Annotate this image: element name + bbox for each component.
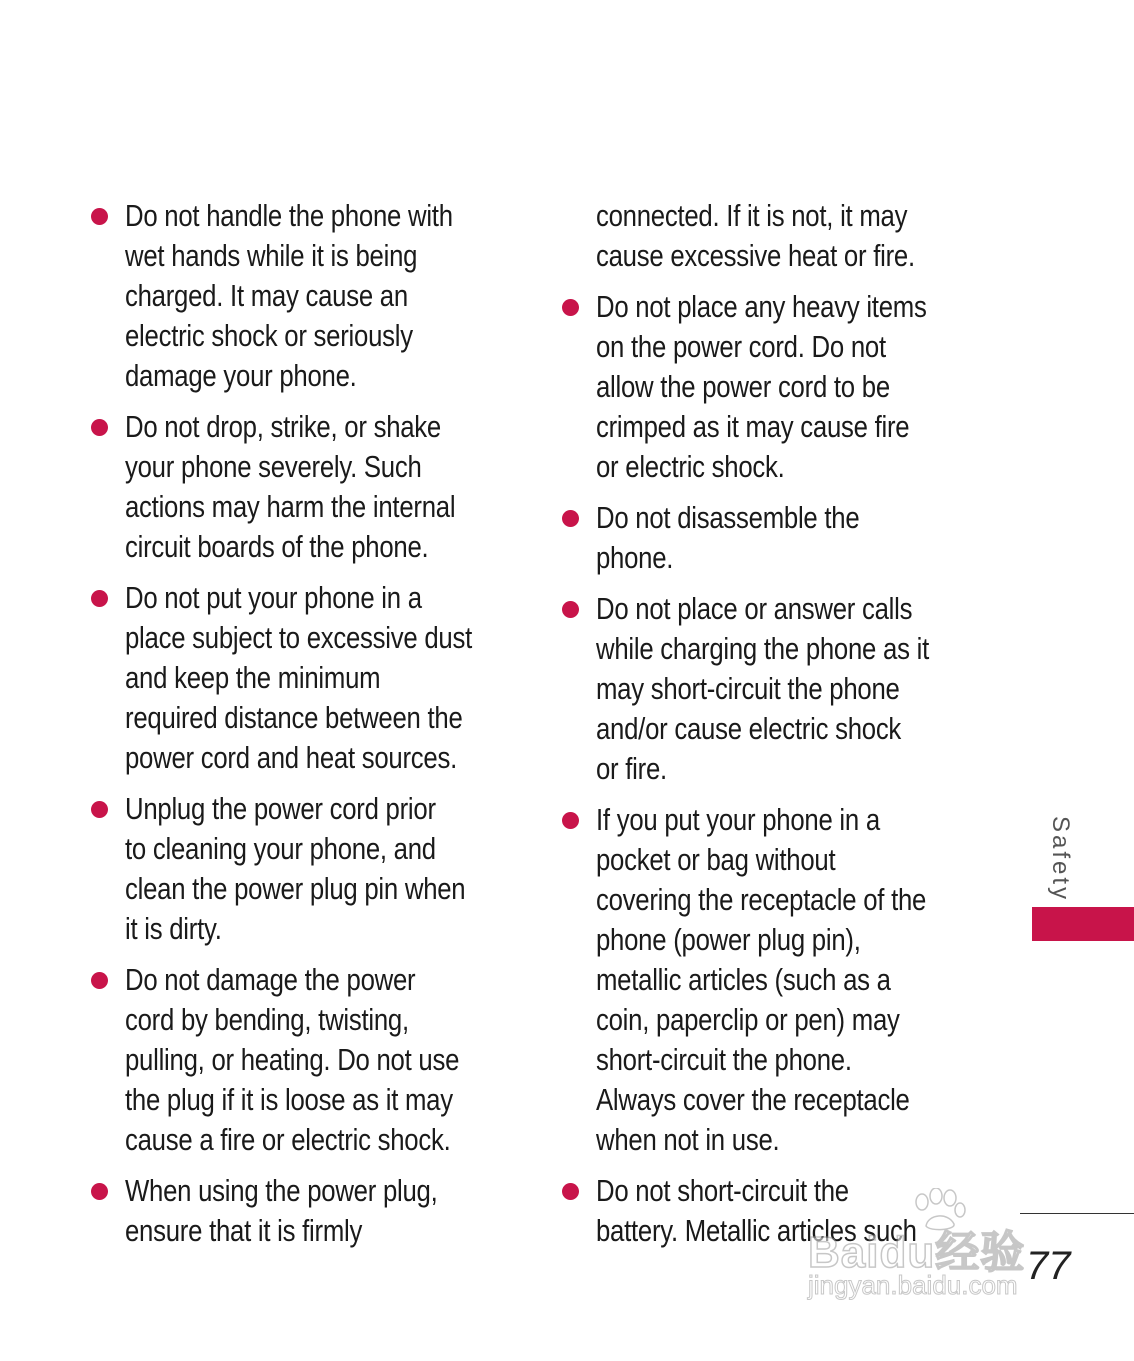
text-line: Do not place or answer calls bbox=[596, 591, 913, 626]
text-line: when not in use. bbox=[596, 1122, 780, 1157]
bullet-item bbox=[90, 196, 515, 396]
bullet-text bbox=[125, 196, 523, 396]
text-line: covering the receptacle of the bbox=[596, 882, 927, 917]
text-line: required distance between the bbox=[125, 700, 463, 735]
text-line: cause excessive heat or fire. bbox=[596, 238, 915, 273]
bullet-item bbox=[90, 407, 515, 567]
bullet-icon bbox=[562, 812, 579, 829]
text-line: cause a fire or electric shock. bbox=[125, 1122, 451, 1157]
text-line: short-circuit the phone. bbox=[596, 1042, 852, 1077]
text-line: damage your phone. bbox=[125, 358, 357, 393]
bullet-item bbox=[90, 578, 515, 778]
text-line: pulling, or heating. Do not use bbox=[125, 1042, 460, 1077]
bullet-text bbox=[596, 800, 994, 1160]
text-line: power cord and heat sources. bbox=[125, 740, 458, 775]
bullet-item bbox=[561, 287, 986, 487]
text-line: Unplug the power cord prior bbox=[125, 791, 436, 826]
text-line: Always cover the receptacle bbox=[596, 1082, 910, 1117]
bullet-item bbox=[561, 498, 986, 578]
text-line: If you put your phone in a bbox=[596, 802, 880, 837]
bullet-icon bbox=[91, 801, 108, 818]
bullet-text bbox=[125, 789, 523, 949]
bullet-item bbox=[90, 1171, 515, 1251]
bullet-item bbox=[561, 800, 986, 1160]
text-line: coin, paperclip or pen) may bbox=[596, 1002, 900, 1037]
left-column bbox=[90, 196, 515, 1262]
bullet-item bbox=[90, 960, 515, 1160]
bullet-item bbox=[90, 789, 515, 949]
text-line: clean the power plug pin when bbox=[125, 871, 466, 906]
text-line: When using the power plug, bbox=[125, 1173, 438, 1208]
text-line: to cleaning your phone, and bbox=[125, 831, 436, 866]
text-line: place subject to excessive dust bbox=[125, 620, 472, 655]
bullet-icon bbox=[562, 601, 579, 618]
text-line: and keep the minimum bbox=[125, 660, 381, 695]
bullet-text bbox=[125, 1171, 523, 1251]
bullet-text bbox=[596, 498, 994, 578]
text-line: crimped as it may cause fire bbox=[596, 409, 910, 444]
bullet-text bbox=[596, 287, 994, 487]
bullet-text bbox=[125, 407, 523, 567]
text-line: phone (power plug pin), bbox=[596, 922, 861, 957]
text-line: wet hands while it is being bbox=[125, 238, 418, 273]
section-tab-marker bbox=[1032, 907, 1134, 941]
bullet-icon bbox=[562, 1183, 579, 1200]
text-line: circuit boards of the phone. bbox=[125, 529, 429, 564]
bullet-icon bbox=[91, 1183, 108, 1200]
text-line: Do not short-circuit the bbox=[596, 1173, 849, 1208]
text-line: and/or cause electric shock bbox=[596, 711, 902, 746]
text-line: metallic articles (such as a bbox=[596, 962, 891, 997]
text-line: ensure that it is firmly bbox=[125, 1213, 363, 1248]
watermark-url: jingyan.baidu.com bbox=[808, 1270, 1018, 1300]
text-line: the plug if it is loose as it may bbox=[125, 1082, 453, 1117]
text-line: Do not disassemble the bbox=[596, 500, 860, 535]
text-line: Do not handle the phone with bbox=[125, 198, 453, 233]
bullet-text bbox=[596, 589, 994, 789]
watermark-brand: Baidu经验 bbox=[808, 1228, 1026, 1277]
text-line: allow the power cord to be bbox=[596, 369, 890, 404]
bullet-icon bbox=[562, 510, 579, 527]
text-line: charged. It may cause an bbox=[125, 278, 408, 313]
text-line: connected. If it is not, it may bbox=[596, 198, 908, 233]
text-line: on the power cord. Do not bbox=[596, 329, 886, 364]
text-line: actions may harm the internal bbox=[125, 489, 456, 524]
text-line: battery. Metallic articles such bbox=[596, 1213, 917, 1248]
bullet-icon bbox=[91, 590, 108, 607]
text-line: pocket or bag without bbox=[596, 842, 836, 877]
text-line: it is dirty. bbox=[125, 911, 222, 946]
text-line: or fire. bbox=[596, 751, 667, 786]
bullet-item bbox=[561, 589, 986, 789]
text-line: cord by bending, twisting, bbox=[125, 1002, 409, 1037]
text-line: phone. bbox=[596, 540, 674, 575]
page-number: 77 bbox=[1026, 1244, 1071, 1288]
bullet-icon bbox=[562, 299, 579, 316]
bullet-icon bbox=[91, 419, 108, 436]
text-line: Do not put your phone in a bbox=[125, 580, 422, 615]
text-line: or electric shock. bbox=[596, 449, 785, 484]
bullet-continuation bbox=[561, 196, 986, 276]
text-line: your phone severely. Such bbox=[125, 449, 422, 484]
text-line: may short-circuit the phone bbox=[596, 671, 900, 706]
text-line: Do not damage the power bbox=[125, 962, 416, 997]
bullet-text bbox=[125, 960, 523, 1160]
section-label-text: Safety bbox=[1047, 816, 1074, 903]
text-line: Do not drop, strike, or shake bbox=[125, 409, 441, 444]
bullet-icon bbox=[91, 208, 108, 225]
watermark bbox=[800, 1188, 1070, 1313]
bullet-text bbox=[596, 196, 994, 276]
text-line: while charging the phone as it bbox=[596, 631, 929, 666]
bullet-text bbox=[125, 578, 523, 778]
bullet-icon bbox=[91, 972, 108, 989]
section-label bbox=[1032, 812, 1072, 902]
text-line: Do not place any heavy items bbox=[596, 289, 927, 324]
text-line: electric shock or seriously bbox=[125, 318, 413, 353]
right-column bbox=[561, 196, 986, 1262]
